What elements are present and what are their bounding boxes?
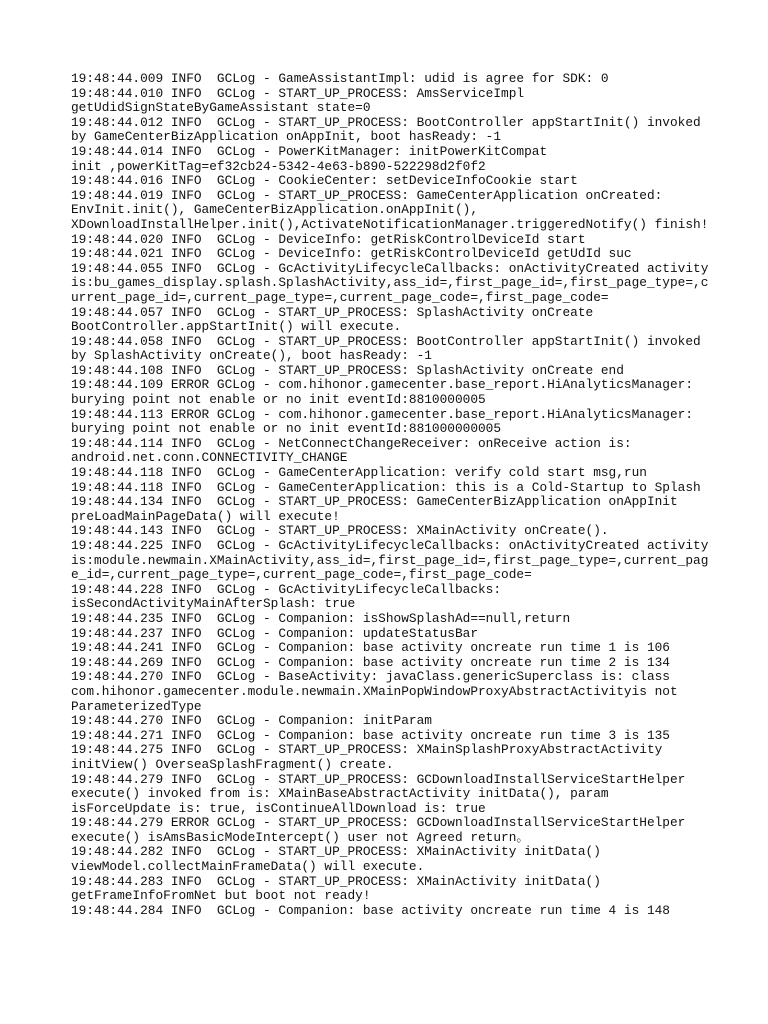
log-line: initView() OverseaSplashFragment() create.	[71, 756, 394, 772]
log-line: 19:48:44.228 INFO GCLog - GcActivityLifecycleCallbacks:	[71, 581, 502, 597]
log-line: 19:48:44.021 INFO GCLog - DeviceInfo: getRiskControlDeviceId getUdId suc	[71, 246, 632, 262]
log-line: 19:48:44.114 INFO GCLog - NetConnectChangeReceiver: onReceive action is:	[71, 435, 632, 451]
log-line: EnvInit.init(), GameCenterBizApplication.onAppInit(),	[71, 202, 479, 218]
log-line: XDownloadInstallHelper.init(),ActivateNotificationManager.triggeredNotify() finish!	[71, 216, 709, 232]
log-line: 19:48:44.020 INFO GCLog - DeviceInfo: getRiskControlDeviceId start	[71, 231, 586, 247]
log-line: 19:48:44.012 INFO GCLog - START_UP_PROCESS: BootController appStartInit() invoked	[71, 114, 701, 130]
log-line: isForceUpdate is: true, isContinueAllDownload is: true	[71, 800, 486, 816]
log-line: burying point not enable or no init eventId:8810000005	[71, 392, 486, 408]
log-line: preLoadMainPageData() will execute!	[71, 508, 340, 524]
log-line: 19:48:44.113 ERROR GCLog - com.hihonor.gamecenter.base_report.HiAnalyticsManager:	[71, 406, 694, 422]
log-line: 19:48:44.010 INFO GCLog - START_UP_PROCESS: AmsServiceImpl	[71, 85, 525, 101]
log-line: getUdidSignStateByGameAssistant state=0	[71, 100, 371, 116]
log-line: by SplashActivity onCreate(), boot hasReady: -1	[71, 348, 432, 364]
log-line: urrent_page_id=,current_page_type=,current_page_code=,first_page_code=	[71, 289, 609, 305]
log-line: 19:48:44.235 INFO GCLog - Companion: isShowSplashAd==null,return	[71, 610, 571, 626]
log-line: viewModel.collectMainFrameData() will execute.	[71, 859, 425, 875]
log-line: BootController.appStartInit() will execute.	[71, 319, 402, 335]
log-document	[71, 72, 711, 918]
log-line: execute() invoked from is: XMainBaseAbstractActivity initData(), param	[71, 786, 609, 802]
log-line: 19:48:44.108 INFO GCLog - START_UP_PROCESS: SplashActivity onCreate end	[71, 362, 624, 378]
log-line: e_id=,current_page_type=,current_page_code=,first_page_code=	[71, 567, 532, 583]
log-line: getFrameInfoFromNet but boot not ready!	[71, 888, 371, 904]
log-line: execute() isAmsBasicModeIntercept() user not Agreed return。	[71, 829, 530, 845]
log-line: 19:48:44.279 INFO GCLog - START_UP_PROCESS: GCDownloadInstallServiceStartHelper	[71, 771, 686, 787]
log-line: burying point not enable or no init eventId:881000000005	[71, 421, 502, 437]
log-line: 19:48:44.016 INFO GCLog - CookieCenter: setDeviceInfoCookie start	[71, 173, 578, 189]
log-line: 19:48:44.143 INFO GCLog - START_UP_PROCESS: XMainActivity onCreate().	[71, 523, 609, 539]
log-line: init ,powerKitTag=ef32cb24-5342-4e63-b890-522298d2f0f2	[71, 158, 486, 174]
log-line: 19:48:44.237 INFO GCLog - Companion: updateStatusBar	[71, 625, 479, 641]
log-line: 19:48:44.275 INFO GCLog - START_UP_PROCESS: XMainSplashProxyAbstractActivity	[71, 742, 663, 758]
log-line: is:module.newmain.XMainActivity,ass_id=,first_page_id=,first_page_type=,current_pag	[71, 552, 709, 568]
log-line: ParameterizedType	[71, 698, 202, 714]
log-line: android.net.conn.CONNECTIVITY_CHANGE	[71, 450, 348, 466]
log-line: com.hihonor.gamecenter.module.newmain.XMainPopWindowProxyAbstractActivityis not	[71, 683, 678, 699]
log-line: 19:48:44.009 INFO GCLog - GameAssistantImpl: udid is agree for SDK: 0	[71, 71, 609, 86]
log-line: 19:48:44.283 INFO GCLog - START_UP_PROCESS: XMainActivity initData()	[71, 873, 601, 889]
log-line: 19:48:44.118 INFO GCLog - GameCenterApplication: verify cold start msg,run	[71, 465, 647, 481]
log-line: 19:48:44.118 INFO GCLog - GameCenterApplication: this is a Cold-Startup to Splash	[71, 479, 701, 495]
log-line: 19:48:44.282 INFO GCLog - START_UP_PROCESS: XMainActivity initData()	[71, 844, 601, 860]
log-line: 19:48:44.057 INFO GCLog - START_UP_PROCESS: SplashActivity onCreate	[71, 304, 594, 320]
log-line: 19:48:44.055 INFO GCLog - GcActivityLifecycleCallbacks: onActivityCreated activity	[71, 260, 709, 276]
log-line: is:bu_games_display.splash.SplashActivity,ass_id=,first_page_id=,first_page_type=,c	[71, 275, 709, 291]
log-line: isSecondActivityMainAfterSplash: true	[71, 596, 356, 612]
log-line: 19:48:44.014 INFO GCLog - PowerKitManager: initPowerKitCompat	[71, 143, 548, 159]
log-line: 19:48:44.269 INFO GCLog - Companion: base activity oncreate run time 2 is 134	[71, 654, 670, 670]
log-line: 19:48:44.225 INFO GCLog - GcActivityLifecycleCallbacks: onActivityCreated activity	[71, 538, 709, 553]
log-line: 19:48:44.270 INFO GCLog - Companion: initParam	[71, 713, 432, 729]
log-line: 19:48:44.134 INFO GCLog - START_UP_PROCESS: GameCenterBizApplication onAppInit	[71, 494, 678, 510]
log-line: 19:48:44.109 ERROR GCLog - com.hihonor.gamecenter.base_report.HiAnalyticsManager:	[71, 377, 694, 393]
log-line: by GameCenterBizApplication onAppInit, boot hasReady: -1	[71, 129, 502, 145]
log-line: 19:48:44.279 ERROR GCLog - START_UP_PROCESS: GCDownloadInstallServiceStartHelper	[71, 815, 686, 831]
log-line: 19:48:44.271 INFO GCLog - Companion: base activity oncreate run time 3 is 135	[71, 727, 670, 743]
log-line: 19:48:44.270 INFO GCLog - BaseActivity: javaClass.genericSuperclass is: class	[71, 669, 670, 685]
log-line: 19:48:44.241 INFO GCLog - Companion: base activity oncreate run time 1 is 106	[71, 640, 670, 656]
log-line: 19:48:44.019 INFO GCLog - START_UP_PROCESS: GameCenterApplication onCreated:	[71, 187, 663, 203]
log-line: 19:48:44.284 INFO GCLog - Companion: base activity oncreate run time 4 is 148	[71, 902, 670, 918]
log-line: 19:48:44.058 INFO GCLog - START_UP_PROCESS: BootController appStartInit() invoked	[71, 333, 701, 349]
